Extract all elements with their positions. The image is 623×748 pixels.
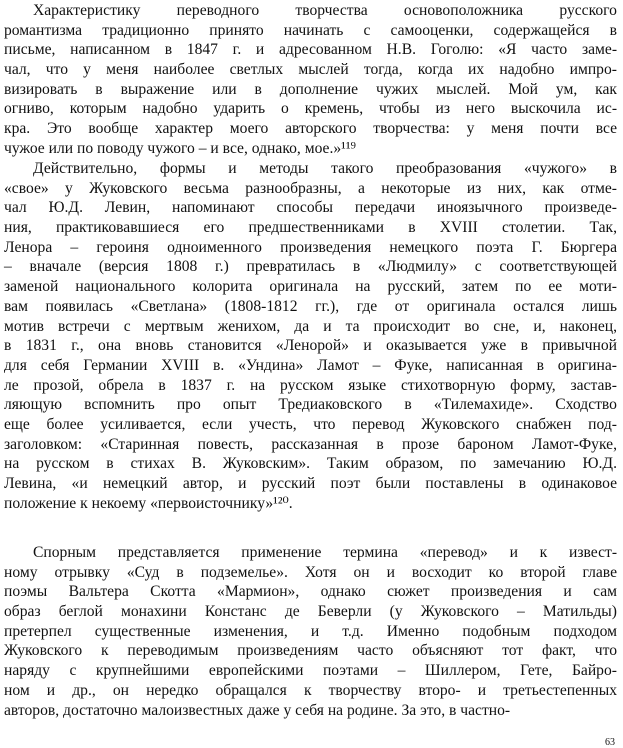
- text-line: чал Ю.Д. Левин, напоминают способы передачи иноязычного произведе-: [4, 199, 617, 217]
- text-line: визировать в выражение или в дополнение чужих мыслей. Мой ум, как: [4, 80, 617, 98]
- text-line: Действительно, формы и методы такого преобразования «чужого» в: [33, 160, 617, 177]
- text-line: на русском в стихах В. Жуковским». Таким образом, по замечанию Ю.Д.: [4, 455, 617, 473]
- text-line: претерпел существенные изменения, и т.д. Именно подобным подходом: [4, 622, 617, 640]
- paragraph-2: [0, 159, 623, 513]
- text-line: Жуковского к переводимым произведениям часто объясняют тот факт, что: [4, 642, 618, 660]
- text-line: Левина, «и немецкий автор, и русский поэт были поставлены в одинаковое: [4, 475, 618, 492]
- text-line: чужое или по поводу чужого – и все, однако, мое.»¹¹⁹: [4, 139, 356, 157]
- text-line: ному отрывку «Суд в подземелье». Хотя он и восходит ко второй главе: [4, 563, 618, 581]
- text-line: кра. Это вообще характер моего авторского творчества: у меня почти все: [4, 120, 618, 138]
- text-line: в 1831 г., она вновь становится «Ленорой» и оказывается уже в привычной: [4, 337, 617, 355]
- text-line: чал, что у меня наиболее светлых мыслей тогда, когда их надобно импро-: [4, 61, 617, 79]
- text-line: романтизма традиционно принято начинать с самооценки, содержащейся в: [4, 21, 617, 39]
- text-line: наряду с крупнейшими европейскими поэтами – Шиллером, Гете, Байро-: [4, 662, 617, 680]
- text-line: «свое» у Жуковского весьма разнообразны, а некоторые из них, как отме-: [4, 179, 617, 197]
- text-line: Характеристику переводного творчества основоположника русского: [33, 2, 617, 19]
- text-line: Ленора – героиня одноименного произведения немецкого поэта Г. Бюргера: [4, 238, 618, 256]
- text-line: авторов, достаточно малоизвестных даже у себя на родине. За это, в частно-: [4, 701, 511, 719]
- text-line: письме, написанном в 1847 г. и адресованном Н.В. Гоголю: «Я часто заме-: [4, 41, 618, 59]
- text-line: заголовком: «Старинная повесть, рассказанная в прозе бароном Ламот-Фуке,: [4, 435, 617, 453]
- text-line: мотив встречи с мертвым женихом, да и та происходит во сне, и, наконец,: [4, 317, 618, 335]
- text-line: образ беглой монахини Констанс де Беверли (у Жуковского – Матильды): [4, 603, 617, 621]
- paragraph-3: [0, 543, 623, 720]
- text-line: ном и др., он нередко обращался к творчеству второ- и третьестепенных: [4, 681, 618, 699]
- text-line: – вначале (версия 1808 г.) превратилась в «Людмилу» с соответствующей: [4, 258, 617, 276]
- page-number: 63: [605, 737, 615, 748]
- text-line: поэмы Вальтера Скотта «Мармион», однако сюжет произведения и сам: [4, 583, 618, 601]
- text-line: ляющую вспомнить про опыт Тредиаковского в «Тилемахиде». Сходство: [4, 396, 617, 414]
- text-line: ле прозой, обрела в 1837 г. на русском языке стихотворную форму, застав-: [4, 376, 617, 394]
- text-line: ния, практиковавшиеся его предшественниками в XVIII столетии. Так,: [4, 219, 618, 237]
- text-line: положение к некоему «первоисточнику»¹²⁰.: [4, 494, 293, 512]
- paragraph-1: [0, 1, 623, 159]
- text-line: еще более усиливается, если учесть, что перевод Жуковского снабжен под-: [4, 415, 617, 433]
- text-line: огниво, которым надобно ударить о кремень, чтобы из него выскочила ис-: [4, 100, 618, 118]
- text-line: Спорным представляется применение термина «перевод» и к извест-: [33, 544, 618, 561]
- text-line: для себя Германии XVIII в. «Ундина» Ламот – Фуке, написанная в оригина-: [4, 356, 617, 374]
- text-line: вам появилась «Светлана» (1808-1812 гг.), где от оригинала остался лишь: [4, 297, 618, 315]
- text-line: заменой национального колорита оригинала на русский, затем по ее моти-: [4, 278, 617, 296]
